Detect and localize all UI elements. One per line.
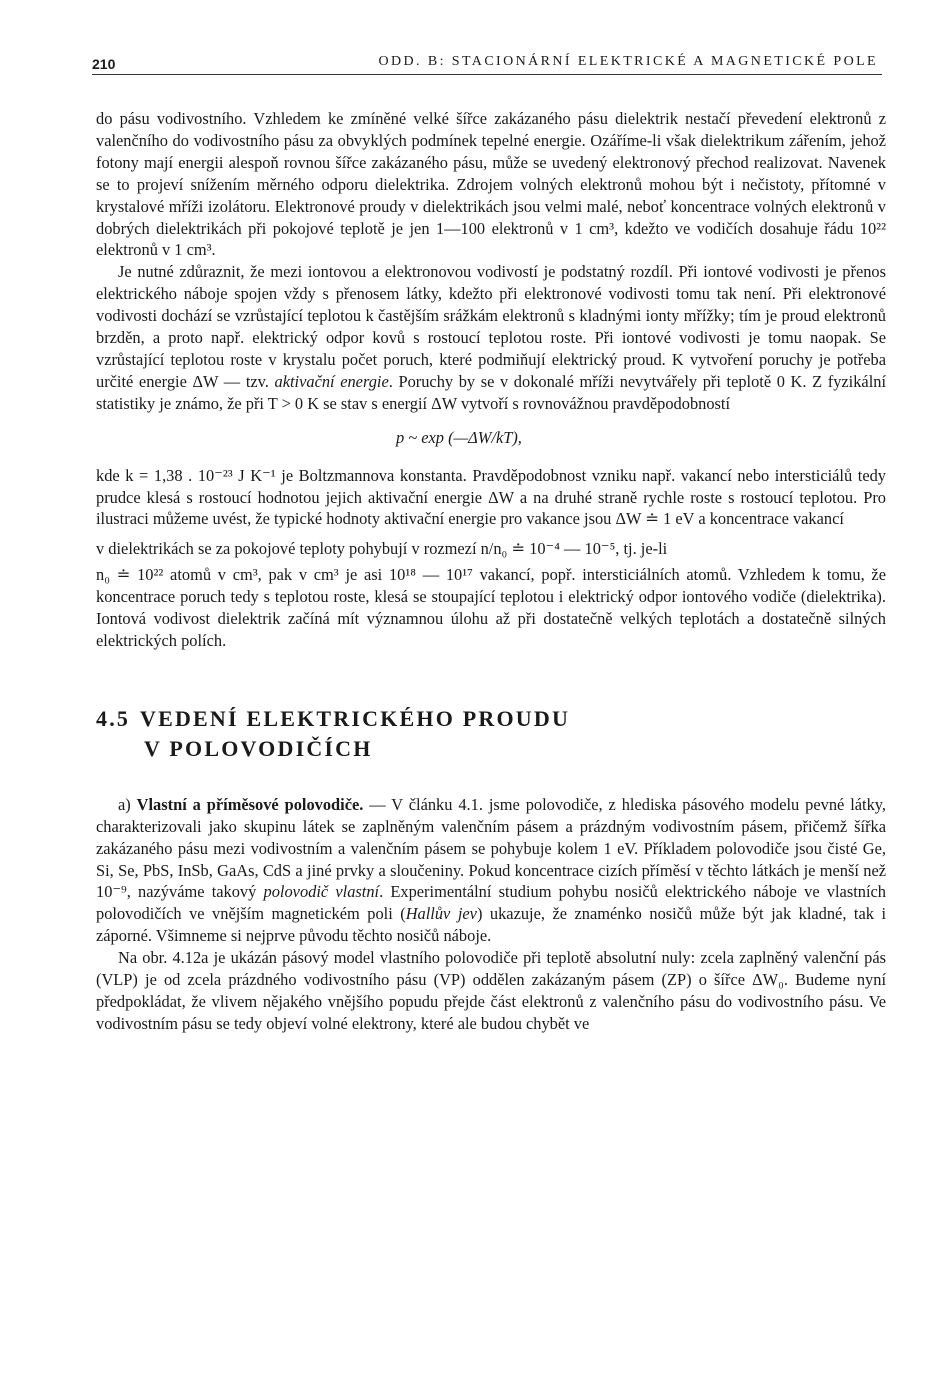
subsection-prefix: a)	[118, 794, 131, 814]
paragraph-2	[96, 261, 886, 414]
section-title-line2: V POLOVODIČÍCH	[144, 735, 373, 761]
subsection-title: Vlastní a příměsové polovodiče.	[136, 794, 364, 814]
page-body	[96, 108, 886, 1035]
paragraph-2-text-b: . Poruchy by se v dokonalé mříži nevytvářely při teplotě 0 K. Z fyzikální statistiky je známo, že při T > 0 K se stav s energií ΔW vytvoří s rovnovážnou pravděpodobností	[96, 371, 886, 413]
paragraph-3a: kde k = 1,38 . 10⁻²³ J K⁻¹ je Boltzmannova konstanta. Pravděpodobnost vzniku např. vakancí nebo intersticiálů tedy prudce klesá s rostoucí hodnotou jejich aktivační energie ΔW a na druhé straně rychle roste s rostoucí teplotou. Pro ilustraci můžeme uvést, že typické hodnoty aktivační energie pro vakance jsou ΔW ≐ 1 eV a koncentrace vakancí	[96, 465, 886, 529]
paragraph-3b: v dielektrikách se za pokojové teploty pohybují v rozmezí n/n₀ ≐ 10⁻⁴ — 10⁻⁵, tj. je-li	[96, 539, 668, 559]
paragraph-5: Na obr. 4.12a je ukázán pásový model vlastního polovodiče při teplotě absolutní nuly: zcela zaplněný valenční pás (VLP) je od zcela prázdného vodivostního pásu (VP) oddělen zakázaným pásem (ZP) o šířce ΔW₀. Budeme nyní předpokládat, že vlivem nějakého vnějšího popudu přejde část elektronů z valenčního pásu do vodivostního pásu. Ve vodivostním pásu se tedy objeví volné elektrony, které ale budou chybět ve	[96, 948, 886, 1033]
term-hall-effect: Hallův jev	[405, 904, 477, 924]
term-activation-energy: aktivační energie	[274, 371, 389, 391]
paragraph-4	[96, 794, 886, 947]
section-number: 4.5	[96, 705, 131, 731]
section-title-line1: VEDENÍ ELEKTRICKÉHO PROUDU	[140, 705, 571, 731]
section-heading	[96, 704, 886, 764]
running-title: ODD. B: STACIONÁRNÍ ELEKTRICKÉ A MAGNETICKÉ POLE	[378, 54, 878, 69]
paragraph-4-text-b: . Experimentální studium pohybu nosičů elektrického náboje ve vlastních polovodičích ve vnějším magnetickém poli (	[96, 882, 886, 924]
paragraph-4-text-a: — V článku 4.1. jsme polovodiče, z hlediska pásového modelu pevné látky, charakterizovali jako skupinu látek se zaplněným valenčním pásem a prázdným vodivostním pásem, přičemž šířka zakázaného pásu mezi vodivostním a valenčním pásem se pohybuje kolem 1 eV. Příkladem polovodiče jsou čisté Ge, Si, Se, PbS, InSb, GaAs, CdS a jiné prvky a sloučeniny. Pokud koncentrace cizích příměsí v těchto látkách je menší než 10⁻⁹, nazýváme takový	[96, 794, 887, 902]
paragraph-4-text-c: ) ukazuje, že znaménko nosičů může být jak kladné, tak i záporné. Všimneme si nejprve původu těchto nosičů náboje.	[96, 904, 887, 946]
page-number: 210	[92, 56, 116, 72]
page-header	[92, 52, 882, 75]
paragraph-3c: n₀ ≐ 10²² atomů v cm³, pak v cm³ je asi 10¹⁸ — 10¹⁷ vakancí, popř. intersticiálních atomů. Vzhledem k tomu, že koncentrace poruch tedy s teplotou roste, klesá se stoupající teplotou i elektrický odpor iontového vodiče (dielektrika). Iontová vodivost dielektrik začíná mít významnou úlohu až při dostatečně velkých teplotách a dostatečně silných elektrických polích.	[96, 565, 886, 650]
paragraph-2-text-a: Je nutné zdůraznit, že mezi iontovou a elektronovou vodivostí je podstatný rozdíl. Při iontové vodivosti je přenos elektrického náboje spojen vždy s přenosem látky, kdežto při elektronové vodivosti tomu tak není. Při elektronové vodivosti dochází se vzrůstající teplotou k častějším srážkám elektronů s kladnými ionty mřížky; tím je proud elektronů brzděn, a proto např. elektrický odpor kovů s rostoucí teplotou roste. Při iontové vodivosti je tomu naopak. Se vzrůstající teplotou roste v krystalu počet poruch, které podmiňují elektrický proud. K vytvoření poruchy je potřeba určité energie ΔW — tzv.	[96, 262, 886, 391]
formula-probability: p ~ exp (—ΔW/kT),	[396, 427, 522, 447]
paragraph-1: do pásu vodivostního. Vzhledem ke zmíněné velké šířce zakázaného pásu dielektrik nestačí převedení elektronů z valenčního do vodivostního pásu za obvyklých podmínek tepelné energie. Ozáříme-li však dielektrikum zářením, jehož fotony mají energii alespoň rovnou šířce zakázaného pásu, může se uvedený elektronový přechod realizovat. Navenek se to projeví snížením měrného odporu dielektrika. Zdrojem volných elektronů mohou být i nečistoty, přítomné v krystalové mříži izolátoru. Elektronové proudy v dielektrikách jsou velmi malé, neboť koncentrace volných elektronů v dobrých dielektrikách při pokojové teplotě je jen 1—100 elektronů v 1 cm³, kdežto ve vodičích dosahuje řádu 10²² elektronů v 1 cm³.	[96, 109, 886, 260]
term-intrinsic-semiconductor: polovodič vlastní	[263, 882, 380, 902]
